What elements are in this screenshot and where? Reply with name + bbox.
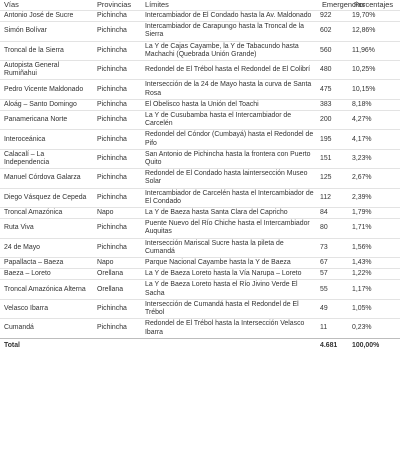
- cell-limites: Intercambiador de El Condado hasta la Av. Maldonado: [141, 11, 318, 22]
- cell-limites: Redondel de El Condado hasta laintersección Museo Solar: [141, 169, 318, 188]
- table-row: [0, 41, 400, 60]
- header-vias: Vías: [4, 0, 19, 9]
- cell-via: Diego Vásquez de Cepeda: [0, 188, 93, 207]
- cell-via: Calacalí – La Independencia: [0, 149, 93, 168]
- cell-limites: Redondel de El Trébol hasta el Redondel de El Colibrí: [141, 61, 318, 80]
- cell-porcentaje: 1,56%: [350, 238, 400, 257]
- cell-provincia: Pichincha: [93, 41, 141, 60]
- cell-porcentaje: 8,18%: [350, 99, 400, 110]
- cell-porcentaje: 11,96%: [350, 41, 400, 60]
- cell-via: Troncal Amazónica: [0, 208, 93, 219]
- cell-provincia: Pichincha: [93, 219, 141, 238]
- cell-emergencias: 112: [318, 188, 350, 207]
- cell-provincia: Pichincha: [93, 188, 141, 207]
- cell-limites: La Y de Cajas Cayambe, la Y de Tabacundo hasta Machachi (Quebrada Unión Grande): [141, 41, 318, 60]
- table-row: [0, 219, 400, 238]
- cell-via: Panamericana Norte: [0, 111, 93, 130]
- cell-emergencias: 195: [318, 130, 350, 149]
- table-row: [0, 61, 400, 80]
- cell-provincia: Pichincha: [93, 11, 141, 22]
- cell-provincia: Pichincha: [93, 238, 141, 257]
- cell-via: Baeza – Loreto: [0, 269, 93, 280]
- cell-emergencias: 602: [318, 22, 350, 41]
- table-row: [0, 99, 400, 110]
- cell-limites: Intercambiador de Carapungo hasta la Troncal de la Sierra: [141, 22, 318, 41]
- table-row: [0, 80, 400, 99]
- header-emergencias: Emergencias: [322, 0, 366, 9]
- cell-emergencias: 55: [318, 280, 350, 299]
- cell-via: Cumandá: [0, 319, 93, 338]
- cell-limites: Intersección de la 24 de Mayo hasta la curva de Santa Rosa: [141, 80, 318, 99]
- table-header-row: [0, 0, 400, 11]
- table-row: [0, 149, 400, 168]
- cell-via: Ruta Viva: [0, 219, 93, 238]
- cell-emergencias: 84: [318, 208, 350, 219]
- cell-limites: Redondel de El Trébol hasta la Intersección Velasco Ibarra: [141, 319, 318, 338]
- cell-porcentaje: 3,23%: [350, 149, 400, 168]
- cell-emergencias: 67: [318, 258, 350, 269]
- cell-via: Velasco Ibarra: [0, 299, 93, 318]
- cell-porcentaje: 10,15%: [350, 80, 400, 99]
- table-row: [0, 319, 400, 338]
- table-row: [0, 169, 400, 188]
- total-porcentaje: 100,00%: [350, 338, 400, 354]
- cell-provincia: Orellana: [93, 269, 141, 280]
- cell-emergencias: 200: [318, 111, 350, 130]
- cell-emergencias: 73: [318, 238, 350, 257]
- cell-limites: San Antonio de Pichincha hasta la frontera con Puerto Quito: [141, 149, 318, 168]
- header-limites: Límites: [145, 0, 169, 9]
- cell-provincia: Pichincha: [93, 22, 141, 41]
- table-row: [0, 238, 400, 257]
- total-emergencias: 4.681: [318, 338, 350, 354]
- table-row: [0, 22, 400, 41]
- cell-emergencias: 80: [318, 219, 350, 238]
- cell-emergencias: 125: [318, 169, 350, 188]
- cell-provincia: Pichincha: [93, 61, 141, 80]
- cell-provincia: Pichincha: [93, 99, 141, 110]
- cell-porcentaje: 10,25%: [350, 61, 400, 80]
- cell-porcentaje: 1,05%: [350, 299, 400, 318]
- cell-porcentaje: 2,39%: [350, 188, 400, 207]
- table-row: [0, 11, 400, 22]
- cell-provincia: Pichincha: [93, 299, 141, 318]
- cell-via: Aloág – Santo Domingo: [0, 99, 93, 110]
- cell-porcentaje: 1,43%: [350, 258, 400, 269]
- cell-limites: Redondel del Cóndor (Cumbayá) hasta el Redondel de Pifo: [141, 130, 318, 149]
- header-provincias: Provincias: [97, 0, 132, 9]
- total-row: [0, 338, 400, 354]
- table-row: [0, 111, 400, 130]
- cell-via: Papallacta – Baeza: [0, 258, 93, 269]
- cell-porcentaje: 19,70%: [350, 11, 400, 22]
- cell-emergencias: 57: [318, 269, 350, 280]
- cell-emergencias: 922: [318, 11, 350, 22]
- cell-provincia: Orellana: [93, 280, 141, 299]
- cell-provincia: Pichincha: [93, 111, 141, 130]
- table-row: [0, 130, 400, 149]
- total-empty-provincia: [93, 338, 141, 354]
- cell-emergencias: 560: [318, 41, 350, 60]
- cell-emergencias: 11: [318, 319, 350, 338]
- cell-limites: Parque Nacional Cayambe hasta la Y de Baeza: [141, 258, 318, 269]
- cell-via: Antonio José de Sucre: [0, 11, 93, 22]
- cell-porcentaje: 12,86%: [350, 22, 400, 41]
- cell-porcentaje: 4,27%: [350, 111, 400, 130]
- header-porcentajes: Porcentajes: [354, 0, 394, 9]
- cell-via: Simón Bolívar: [0, 22, 93, 41]
- cell-porcentaje: 1,79%: [350, 208, 400, 219]
- total-empty-limites: [141, 338, 318, 354]
- cell-emergencias: 475: [318, 80, 350, 99]
- table-row: [0, 208, 400, 219]
- cell-emergencias: 383: [318, 99, 350, 110]
- cell-limites: La Y de Baeza hasta Santa Clara del Capricho: [141, 208, 318, 219]
- table-body: [0, 11, 400, 339]
- cell-porcentaje: 1,22%: [350, 269, 400, 280]
- cell-limites: La Y de Baeza Loreto hasta el Río Jivino Verde El Sacha: [141, 280, 318, 299]
- cell-limites: La Y de Cusubamba hasta el Intercambiador de Carcelén: [141, 111, 318, 130]
- table-row: [0, 258, 400, 269]
- cell-via: Troncal Amazónica Alterna: [0, 280, 93, 299]
- table-row: [0, 269, 400, 280]
- cell-via: Pedro Vicente Maldonado: [0, 80, 93, 99]
- cell-limites: El Obelisco hasta la Unión del Toachi: [141, 99, 318, 110]
- cell-emergencias: 49: [318, 299, 350, 318]
- cell-provincia: Pichincha: [93, 149, 141, 168]
- cell-limites: La Y de Baeza Loreto hasta la Vía Narupa – Loreto: [141, 269, 318, 280]
- cell-porcentaje: 4,17%: [350, 130, 400, 149]
- cell-limites: Puente Nuevo del Río Chiche hasta el Intercambiador Auquitas: [141, 219, 318, 238]
- table-row: [0, 280, 400, 299]
- cell-emergencias: 480: [318, 61, 350, 80]
- cell-provincia: Pichincha: [93, 130, 141, 149]
- cell-porcentaje: 0,23%: [350, 319, 400, 338]
- cell-provincia: Napo: [93, 258, 141, 269]
- cell-provincia: Napo: [93, 208, 141, 219]
- cell-provincia: Pichincha: [93, 80, 141, 99]
- cell-via: Interoceánica: [0, 130, 93, 149]
- cell-via: Manuel Córdova Galarza: [0, 169, 93, 188]
- cell-porcentaje: 2,67%: [350, 169, 400, 188]
- cell-via: 24 de Mayo: [0, 238, 93, 257]
- cell-provincia: Pichincha: [93, 169, 141, 188]
- cell-limites: Intersección Mariscal Sucre hasta la pileta de Cumandá: [141, 238, 318, 257]
- cell-limites: Intersección de Cumandá hasta el Redondel de El Trébol: [141, 299, 318, 318]
- cell-via: Troncal de la Sierra: [0, 41, 93, 60]
- table-row: [0, 299, 400, 318]
- cell-provincia: Pichincha: [93, 319, 141, 338]
- cell-porcentaje: 1,71%: [350, 219, 400, 238]
- cell-via: Autopista General Rumiñahui: [0, 61, 93, 80]
- cell-limites: Intercambiador de Carcelén hasta el Intercambiador de El Condado: [141, 188, 318, 207]
- total-label: Total: [0, 338, 93, 354]
- cell-porcentaje: 1,17%: [350, 280, 400, 299]
- cell-emergencias: 151: [318, 149, 350, 168]
- table-row: [0, 188, 400, 207]
